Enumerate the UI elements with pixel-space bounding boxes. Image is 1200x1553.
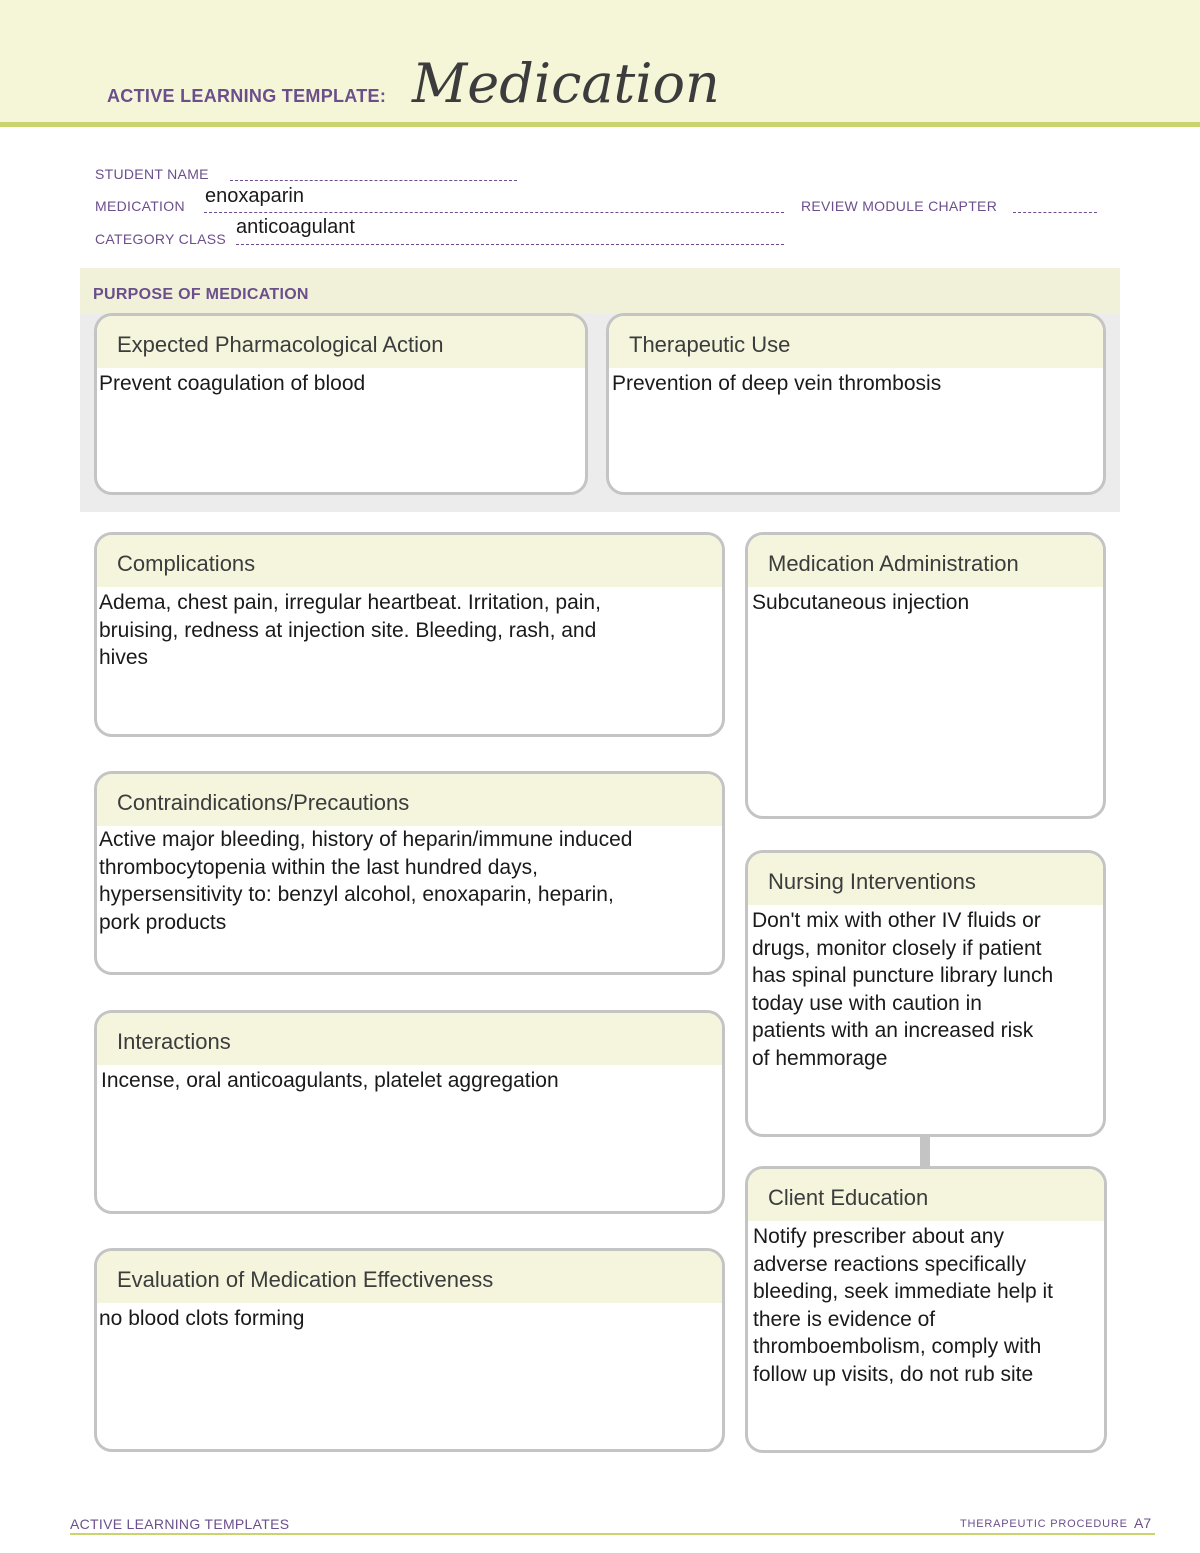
category-class-line	[236, 244, 784, 245]
template-label: ACTIVE LEARNING TEMPLATE:	[107, 86, 387, 106]
review-module-label: REVIEW MODULE CHAPTER	[801, 198, 998, 214]
header-rule	[0, 122, 1200, 127]
nursing-interventions-text[interactable]: Don't mix with other IV fluids or drugs, monitor closely if patient has spinal puncture library lunch today use with caution in patients with an increased risk of hemmorage	[752, 909, 1054, 1070]
page-number: A7	[1134, 1515, 1152, 1531]
student-name-line	[230, 180, 517, 181]
nursing-interventions-title: Nursing Interventions	[748, 853, 1103, 905]
footer-left-label: ACTIVE LEARNING TEMPLATES	[70, 1516, 290, 1532]
purpose-label: PURPOSE OF MEDICATION	[93, 286, 309, 303]
evaluation-text[interactable]: no blood clots forming	[99, 1307, 305, 1330]
page-title: Medication	[412, 52, 720, 115]
complications-box	[94, 532, 725, 737]
medication-value[interactable]: enoxaparin	[205, 185, 304, 207]
footer-rule	[70, 1533, 1155, 1535]
medication-line	[204, 212, 784, 213]
contraindications-text[interactable]: Active major bleeding, history of heparin/immune induced thrombocytopenia within the last hundred days, hypersensitivity to: benzyl alcohol, enoxaparin, heparin, pork products	[99, 828, 633, 934]
contraindications-title: Contraindications/Precautions	[97, 774, 722, 826]
box-connector	[920, 1136, 930, 1166]
expected-action-title: Expected Pharmacological Action	[97, 316, 585, 368]
evaluation-box	[94, 1248, 725, 1452]
expected-action-box	[94, 313, 588, 495]
medication-label: MEDICATION	[95, 198, 185, 214]
complications-text[interactable]: Adema, chest pain, irregular heartbeat. Irritation, pain, bruising, redness at injection site. Bleeding, rash, and hives	[99, 591, 601, 669]
category-class-label: CATEGORY CLASS	[95, 231, 227, 247]
category-class-value[interactable]: anticoagulant	[236, 216, 355, 238]
interactions-text[interactable]: Incense, oral anticoagulants, platelet aggregation	[101, 1069, 559, 1092]
therapeutic-use-text[interactable]: Prevention of deep vein thrombosis	[612, 372, 942, 395]
therapeutic-use-box	[606, 313, 1106, 495]
footer-right-label: THERAPEUTIC PROCEDURE	[960, 1518, 1128, 1530]
review-module-line	[1013, 212, 1097, 213]
expected-action-text[interactable]: Prevent coagulation of blood	[99, 372, 366, 395]
student-name-label: STUDENT NAME	[95, 166, 209, 182]
medication-administration-title: Medication Administration	[748, 535, 1103, 587]
medication-administration-text[interactable]: Subcutaneous injection	[752, 591, 970, 614]
contraindications-box	[94, 771, 725, 975]
evaluation-title: Evaluation of Medication Effectiveness	[97, 1251, 722, 1303]
interactions-box	[94, 1010, 725, 1214]
interactions-title: Interactions	[97, 1013, 722, 1065]
complications-title: Complications	[97, 535, 722, 587]
client-education-text[interactable]: Notify prescriber about any adverse reactions specifically bleeding, seek immediate help it there is evidence of thromboembolism, comply with follow up visits, do not rub site	[753, 1225, 1054, 1386]
medication-administration-box	[745, 532, 1106, 819]
therapeutic-use-title: Therapeutic Use	[609, 316, 1103, 368]
client-education-title: Client Education	[748, 1169, 1104, 1221]
client-education-box	[745, 1166, 1107, 1453]
nursing-interventions-box	[745, 850, 1106, 1137]
